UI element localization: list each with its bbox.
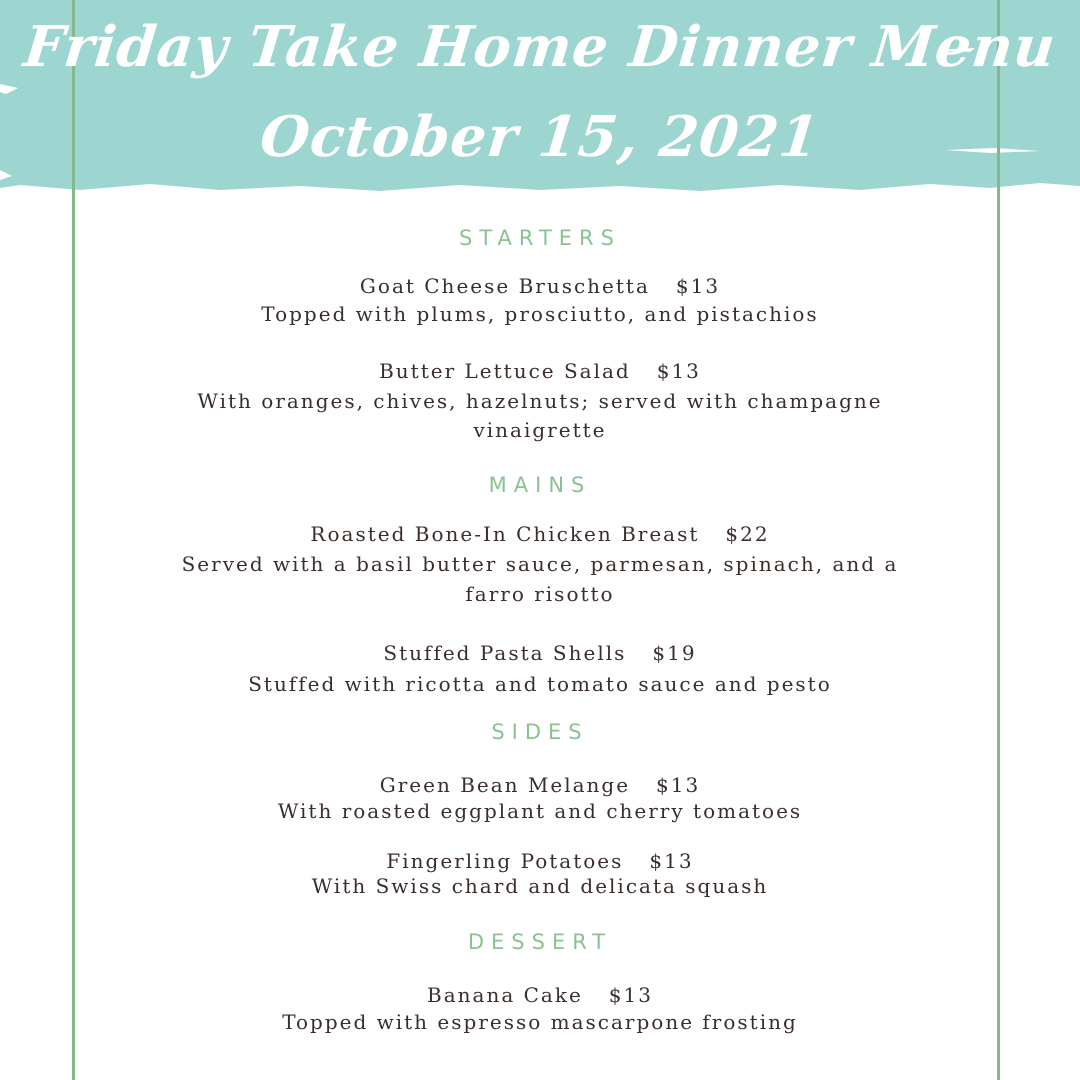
item-description: With Swiss chard and delicata squash: [311, 874, 769, 898]
section-heading-starters: STARTERS: [459, 226, 621, 250]
menu-date: October 15, 2021: [257, 104, 823, 170]
menu-item-title: [0, 359, 1080, 383]
item-name: Butter Lettuce Salad: [379, 359, 631, 383]
item-price: $13: [656, 773, 701, 797]
item-price: $13: [656, 359, 701, 383]
item-name: Stuffed Pasta Shells: [383, 641, 627, 665]
menu-item-title: [0, 274, 1080, 298]
item-description: vinaigrette: [473, 418, 607, 442]
item-price: $13: [675, 274, 721, 298]
item-description: Topped with plums, prosciutto, and pistachios: [261, 302, 819, 326]
item-price: $22: [725, 522, 770, 546]
menu-item-title: [0, 773, 1080, 797]
menu-item-title: [0, 522, 1080, 546]
item-price: $19: [652, 641, 697, 665]
item-description: With roasted eggplant and cherry tomatoes: [277, 799, 803, 823]
section-heading-dessert: DESSERT: [467, 930, 613, 954]
item-name: Banana Cake: [427, 983, 583, 1007]
item-name: Goat Cheese Bruschetta: [359, 274, 650, 298]
section-heading-mains: MAINS: [488, 473, 592, 497]
menu-title: Friday Take Home Dinner Menu: [20, 14, 1060, 80]
menu-item-title: [0, 849, 1080, 873]
item-description: Stuffed with ricotta and tomato sauce and pesto: [248, 672, 832, 696]
item-description: With oranges, chives, hazelnuts; served with champagne: [197, 389, 883, 413]
item-name: Fingerling Potatoes: [386, 849, 624, 873]
section-heading-sides: SIDES: [491, 720, 589, 744]
item-name: Green Bean Melange: [379, 773, 631, 797]
menu-item-title: [0, 641, 1080, 665]
item-description: Topped with espresso mascarpone frosting: [282, 1010, 798, 1034]
item-price: $13: [608, 983, 653, 1007]
item-description: Served with a basil butter sauce, parmesan, spinach, and a: [181, 552, 899, 576]
menu-item-title: [0, 983, 1080, 1007]
item-description: farro risotto: [465, 582, 615, 606]
item-name: Roasted Bone-In Chicken Breast: [310, 522, 700, 546]
item-price: $13: [649, 849, 694, 873]
